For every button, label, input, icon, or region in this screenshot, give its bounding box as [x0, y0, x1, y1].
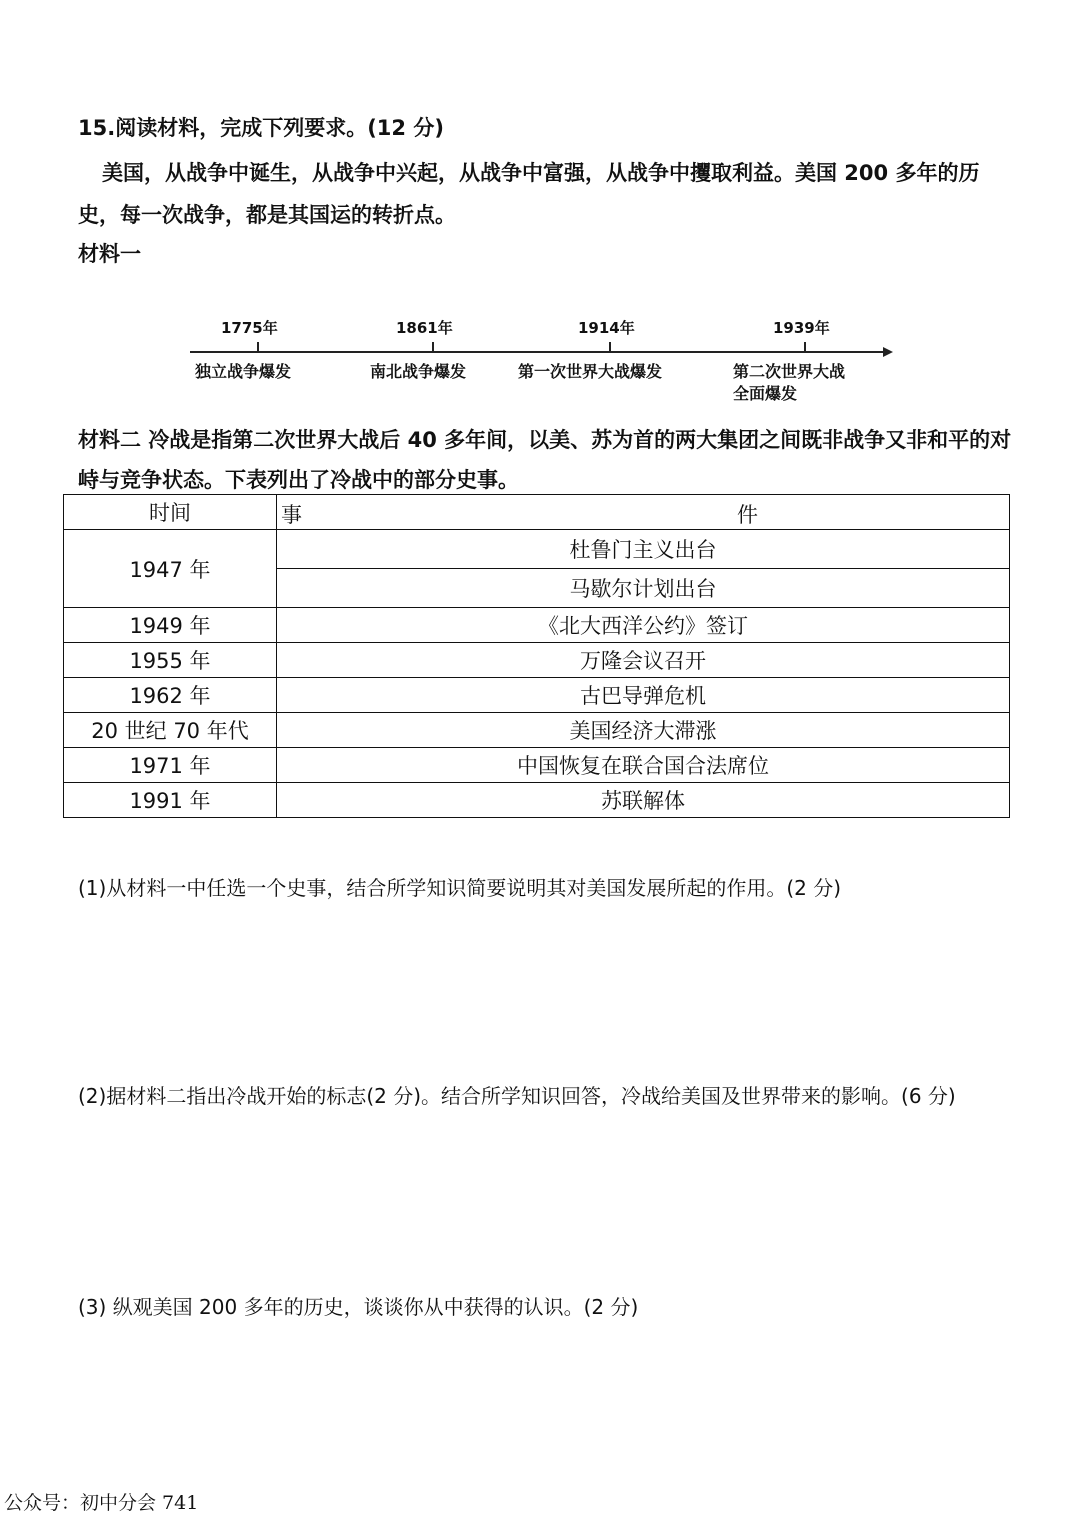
timeline-event: 第一次世界大战爆发: [518, 362, 663, 381]
timeline-event: 独立战争爆发: [195, 362, 292, 381]
cell-event: 万隆会议召开: [277, 643, 1010, 678]
cold-war-events-table: [63, 494, 1010, 818]
timeline-year: 1914年: [578, 319, 635, 337]
sub-question-1: (1)从材料一中任选一个史事，结合所学知识简要说明其对美国发展所起的作用。(2 分): [78, 876, 842, 900]
table-row: [64, 783, 1010, 818]
cell-event: 苏联解体: [277, 783, 1010, 818]
material-2-text: 材料二 冷战是指第二次世界大战后 40 多年间，以美、苏为首的两大集团之间既非战争又非和平的对峙与竞争状态。下表列出了冷战中的部分史事。: [78, 428, 1012, 492]
question-title: 15.阅读材料，完成下列要求。(12 分): [78, 116, 444, 140]
header-event-left: 事: [281, 503, 302, 527]
timeline-event: [733, 361, 845, 405]
sub-question-2: (2)据材料二指出冷战开始的标志(2 分)。结合所学知识回答，冷战给美国及世界带来的影响。(6 分): [78, 1084, 956, 1108]
cell-event: 马歇尔计划出台: [277, 569, 1010, 608]
cell-event: 杜鲁门主义出台: [277, 530, 1010, 569]
table-row: [64, 608, 1010, 643]
cell-time: 1955 年: [64, 643, 277, 678]
table-row: [64, 748, 1010, 783]
timeline-event-line: 第二次世界大战: [733, 362, 846, 381]
timeline-event: 南北战争爆发: [370, 362, 467, 381]
cell-event: 美国经济大滞涨: [277, 713, 1010, 748]
timeline-year: 1939年: [773, 319, 830, 337]
cell-event: 《北大西洋公约》签订: [277, 608, 1010, 643]
header-event-right: 件: [737, 503, 758, 527]
question-intro: 美国，从战争中诞生，从战争中兴起，从战争中富强，从战争中攫取利益。美国 200 多年的历史，每一次战争，都是其国运的转折点。: [78, 161, 980, 227]
timeline: [185, 305, 905, 405]
table-header-row: [64, 495, 1010, 530]
cell-time: 1962 年: [64, 678, 277, 713]
footer-watermark: 公众号：初中分会 741: [4, 1492, 199, 1514]
timeline-year: 1775年: [221, 319, 278, 337]
table-row: [64, 713, 1010, 748]
cell-event: 古巴导弹危机: [277, 678, 1010, 713]
cell-time: 1971 年: [64, 748, 277, 783]
table-row: [64, 530, 1010, 569]
cell-time: 1947 年: [64, 530, 277, 608]
header-time: 时间: [64, 495, 277, 530]
table-row: [64, 643, 1010, 678]
timeline-event-line: 全面爆发: [733, 384, 798, 403]
sub-question-3: (3) 纵观美国 200 多年的历史，谈谈你从中获得的认识。(2 分): [78, 1295, 639, 1319]
cell-time: 1991 年: [64, 783, 277, 818]
material-1-label: 材料一: [78, 242, 141, 266]
cell-time: 1949 年: [64, 608, 277, 643]
cell-time: 20 世纪 70 年代: [64, 713, 277, 748]
cell-event: 中国恢复在联合国合法席位: [277, 748, 1010, 783]
table-row: [64, 678, 1010, 713]
timeline-year: 1861年: [396, 319, 453, 337]
header-event: [277, 495, 1010, 530]
